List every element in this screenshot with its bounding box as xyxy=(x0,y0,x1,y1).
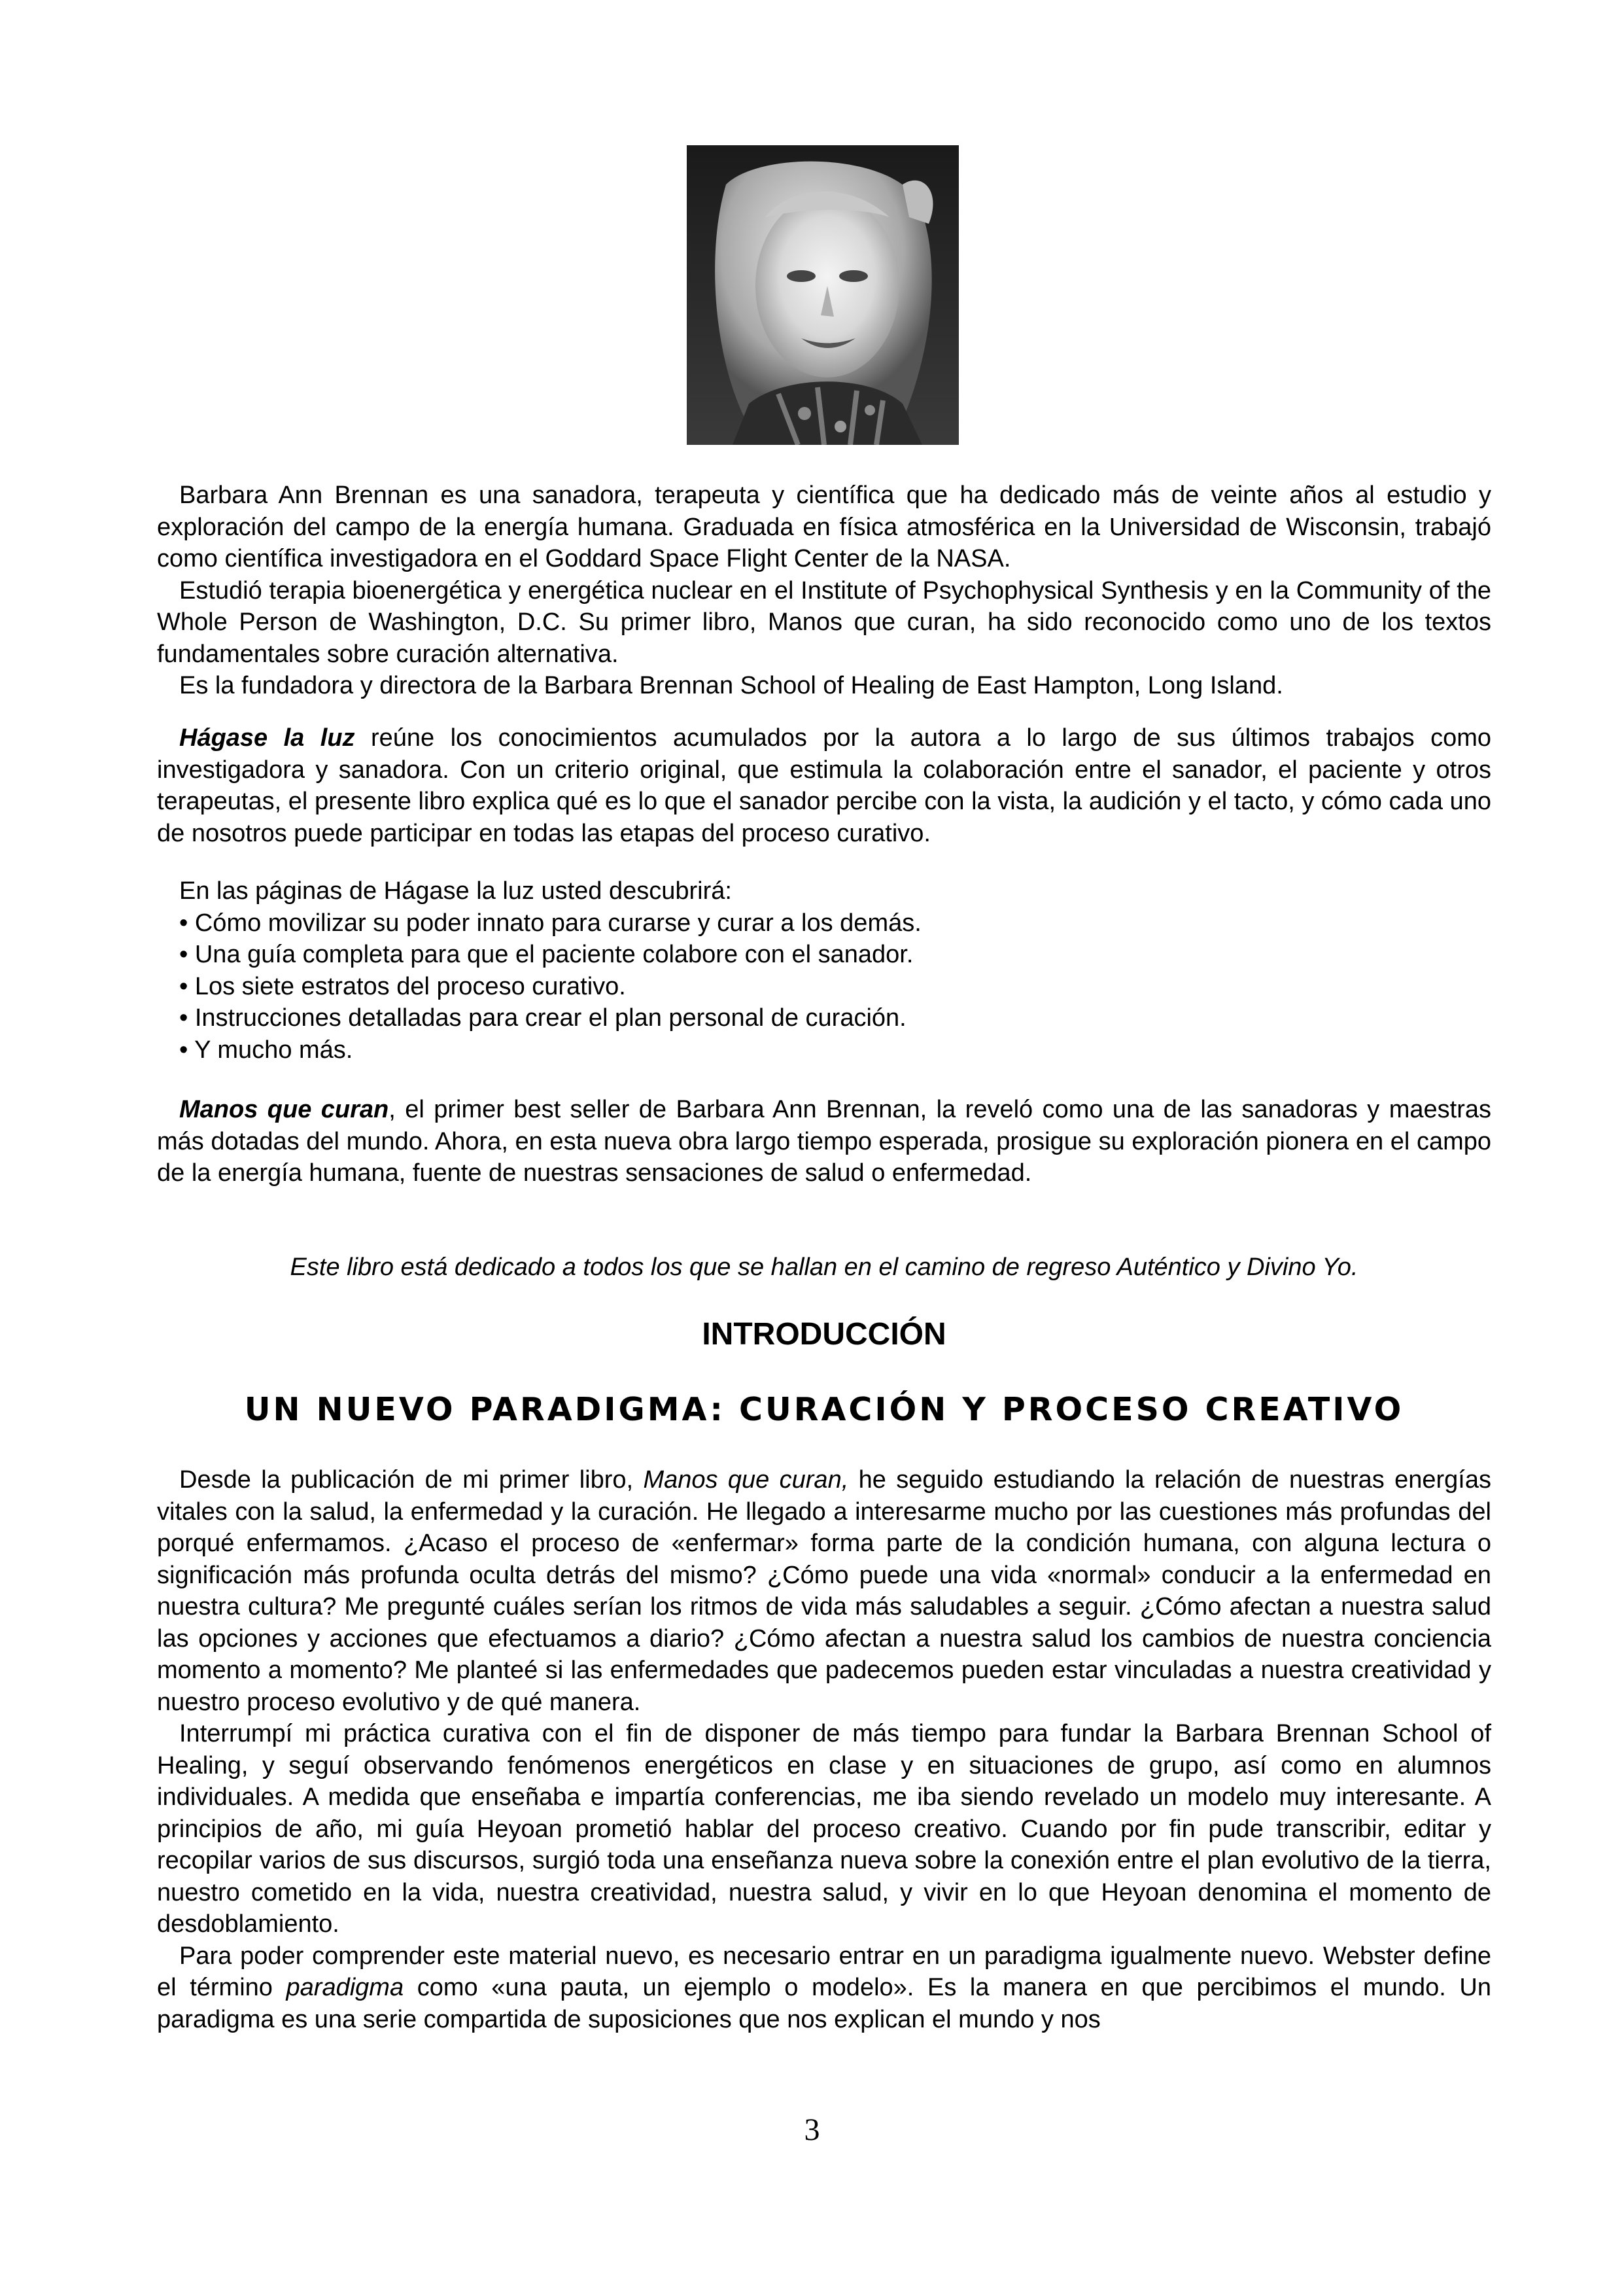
blurb-text: , el primer best seller de Barbara Ann Brennan, la reveló como una de las sanadoras y maestras más dotadas del mundo. Ahora, en esta nueva obra largo tiempo esperada, prosigue su exploración pionera en el campo de la energía humana, fuente de nuestras sensaciones de salud o enfermedad. xyxy=(157,1096,1491,1187)
book-summary xyxy=(157,722,1491,849)
discover-list xyxy=(157,875,1491,1066)
bio-paragraph: Es la fundadora y directora de la Barbara Brennan School of Healing de East Hampton, Long Island. xyxy=(179,672,1283,699)
introduction-body xyxy=(157,1464,1491,2035)
bio-paragraph: Estudió terapia bioenergética y energética nuclear en el Institute of Psychophysical Synthesis y en la Community of the Whole Person de Washington, D.C. Su primer libro, Manos que curan, ha sido reconocido como uno de los textos fundamentales sobre curación alternativa. xyxy=(157,576,1491,668)
summary-text: reúne los conocimientos acumulados por la autora a lo largo de sus últimos trabajos como investigadora y sanadora. Con un criterio original, que estimula la colaboración entre el sanador, el paciente y otros terapeutas, el presente libro explica qué es lo que el sanador percibe con la vista, la audición y el tacto, y cómo cada uno de nosotros puede participar en todas las etapas del proceso curativo. xyxy=(157,724,1491,847)
list-item: • Los siete estratos del proceso curativo. xyxy=(179,972,626,1000)
body-paragraph xyxy=(157,1940,1491,2036)
dedication: Este libro está dedicado a todos los que se hallan en el camino de regreso Auténtico y Divino Yo. xyxy=(290,1253,1358,1281)
body-text: Desde la publicación de mi primer libro, xyxy=(179,1466,644,1494)
previous-book-title: Manos que curan xyxy=(179,1096,389,1123)
body-text: Para poder comprender este material nuevo, es necesario entrar en un paradigma igualmente nuevo. Webster define el término xyxy=(157,1942,1491,2001)
page-number: 3 xyxy=(804,2112,820,2147)
list-item: • Y mucho más. xyxy=(179,1036,353,1064)
book-reference: Manos que curan, xyxy=(643,1466,849,1494)
author-photo xyxy=(687,145,959,445)
discover-intro: En las páginas de Hágase la luz usted descubrirá: xyxy=(179,877,732,905)
list-item: • Instrucciones detalladas para crear el plan personal de curación. xyxy=(179,1004,907,1032)
bio-paragraph: Barbara Ann Brennan es una sanadora, terapeuta y científica que ha dedicado más de veinte años al estudio y exploración del campo de la energía humana. Graduada en física atmosférica en la Universidad de Wisconsin, trabajó como científica investigadora en el Goddard Space Flight Center de la NASA. xyxy=(157,482,1491,572)
blurb-paragraph xyxy=(157,1094,1491,1189)
body-text: he seguido estudiando la relación de nuestras energías vitales con la salud, la enfermedad y la curación. He llegado a interesarme mucho por las cuestiones más profundas del porqué enfermamos. ¿Acaso el proceso de «enfermar» forma parte de la condición humana, con alguna lectura o significación más profunda oculta detrás del mismo? ¿Cómo puede una vida «normal» conducir a la enfermedad en nuestra cultura? Me pregunté cuáles serían los ritmos de vida más saludables a seguir. ¿Cómo afectan a nuestra salud las opciones y acciones que efectuamos a diario? ¿Cómo afectan a nuestra salud los cambios de nuestra conciencia momento a momento? Me planteé si las enfermedades que padecemos pueden estar vinculadas a nuestra creatividad y nuestro proceso evolutivo y de qué manera. xyxy=(157,1466,1491,1716)
summary-paragraph xyxy=(157,722,1491,849)
list-item: • Una guía completa para que el paciente colabore con el sanador. xyxy=(179,941,914,968)
book-title: Hágase la luz xyxy=(179,724,355,752)
section-title: UN NUEVO PARADIGMA: CURACIÓN Y PROCESO CREATIVO xyxy=(244,1391,1404,1428)
term: paradigma xyxy=(286,1974,404,2001)
body-text: como «una pauta, un ejemplo o modelo». Es la manera en que percibimos el mundo. Un paradigma es una serie compartida de suposiciones que nos explican el mundo y nos xyxy=(157,1974,1491,2033)
chapter-title: INTRODUCCIÓN xyxy=(702,1317,946,1352)
author-bio xyxy=(157,480,1491,702)
list-item: • Cómo movilizar su poder innato para curarse y curar a los demás. xyxy=(179,909,922,937)
previous-book-blurb xyxy=(157,1094,1491,1189)
body-paragraph: Interrumpí mi práctica curativa con el fin de disponer de más tiempo para fundar la Barbara Brennan School of Healing, y seguí observando fenómenos energéticos en clase y en situaciones de grupo, así como en alumnos individuales. A medida que enseñaba e impartía conferencias, me iba siendo revelado un modelo muy interesante. A principios de año, mi guía Heyoan prometió hablar del proceso creativo. Cuando por fin pude transcribir, editar y recopilar varios de sus discursos, surgió toda una enseñanza nueva sobre la conexión entre el plan evolutivo de la tierra, nuestro cometido en la vida, nuestra creatividad, nuestra salud, y vivir en lo que Heyoan denomina el momento de desdoblamiento. xyxy=(157,1720,1491,1938)
body-paragraph xyxy=(157,1464,1491,1718)
